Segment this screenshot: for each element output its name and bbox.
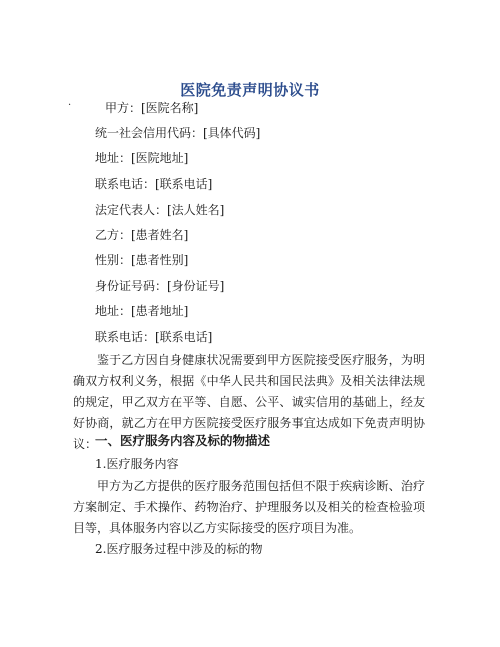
- party-b-phone: 联系电话：[联系电话]: [95, 330, 213, 344]
- section-1-item-2-title: 2.医疗服务过程中涉及的标的物: [95, 542, 263, 556]
- bullet-mark: ·: [68, 100, 72, 111]
- party-a-legal-rep: 法定代表人：[法人姓名]: [95, 203, 225, 217]
- party-a-name: 甲方：[医院名称]: [105, 101, 199, 115]
- party-a-address: 地址：[医院地址]: [95, 151, 189, 165]
- party-b-gender: 性别：[患者性别]: [95, 253, 189, 267]
- party-b-address: 地址：[患者地址]: [95, 304, 189, 318]
- party-a-credit-code: 统一社会信用代码：[具体代码]: [95, 126, 261, 140]
- section-1-heading: 一、医疗服务内容及标的物描述: [95, 433, 271, 448]
- section-1-item-1-title: 1.医疗服务内容: [95, 457, 179, 471]
- party-b-name: 乙方：[患者姓名]: [95, 228, 189, 242]
- section-1-item-1-text: 甲方为乙方提供的医疗服务范围包括但不限于疾病诊断、治疗方案制定、手术操作、药物治疗、护理服务以及相关的检查检验项目等，具体服务内容以乙方实际接受的医疗项目为准。: [73, 479, 425, 535]
- intro-paragraph: 鉴于乙方因自身健康状况需要到甲方医院接受医疗服务，为明确双方权利义务，根据《中华人民共和国民法典》及相关法律法规的规定，甲乙双方在平等、自愿、公平、诚实信用的基础上，经友好协商，就乙方在甲方医院接受医疗服务事宜达成如下免责声明协议：: [73, 353, 425, 451]
- party-b-id-number: 身份证号码：[身份证号]: [95, 279, 225, 293]
- document-title: 医院免责声明协议书: [180, 81, 320, 99]
- party-a-phone: 联系电话：[联系电话]: [95, 177, 213, 191]
